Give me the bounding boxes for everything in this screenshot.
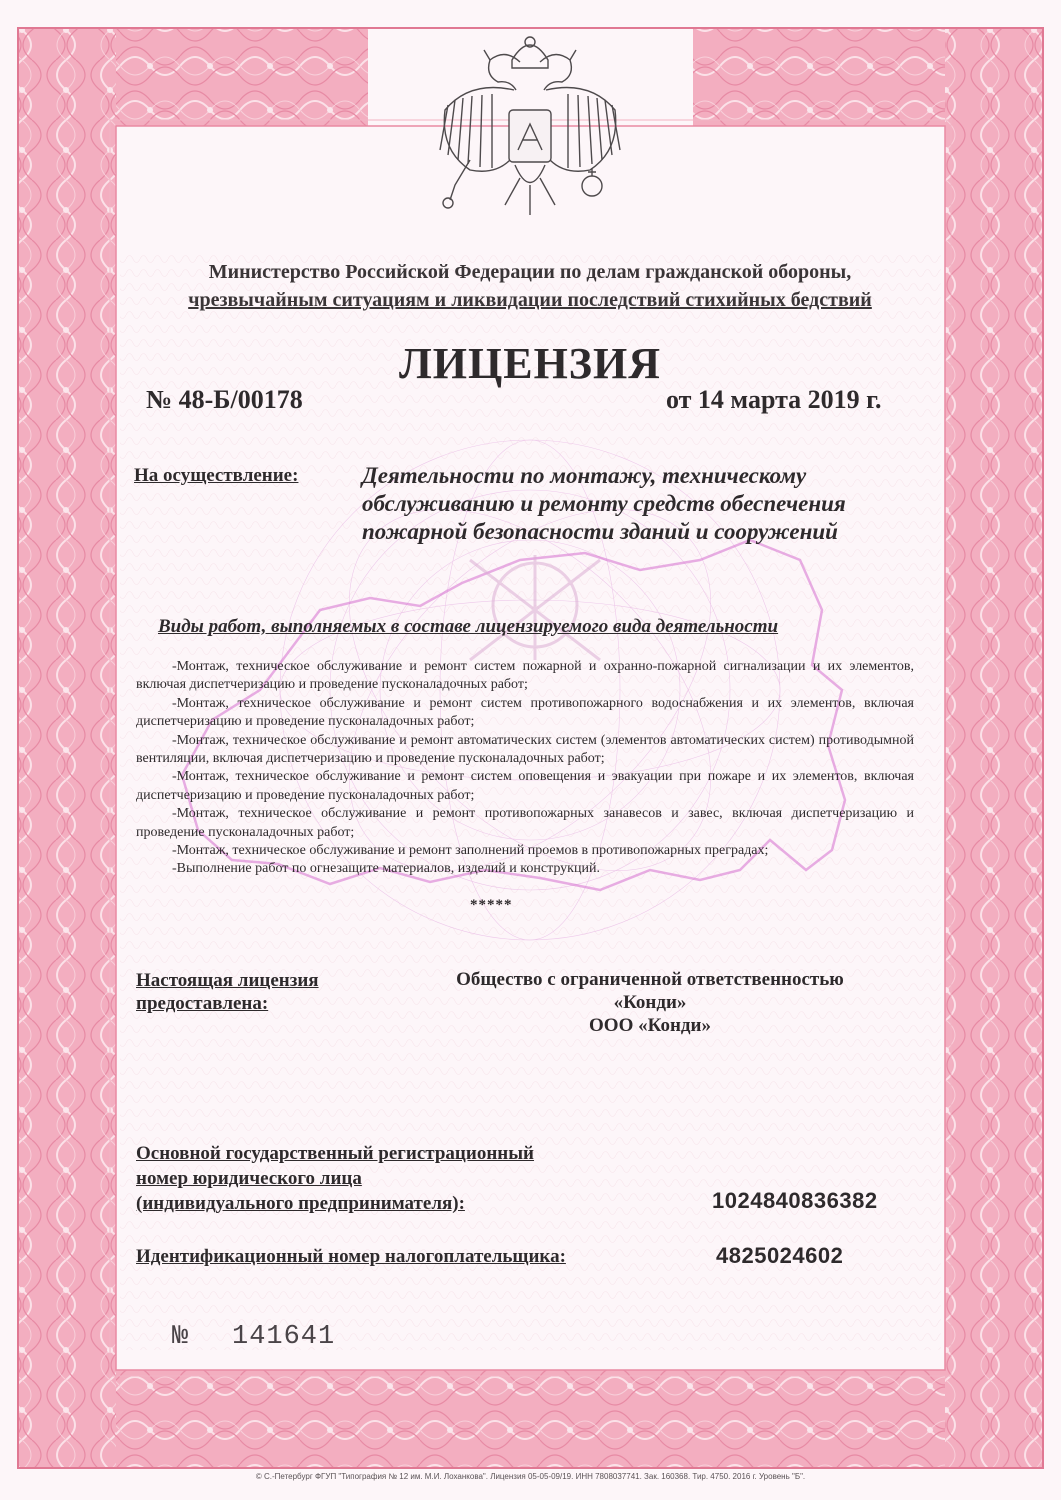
- works-list: [136, 658, 914, 879]
- purpose-line: обслуживанию и ремонту средств обеспечения: [362, 491, 846, 516]
- blank-number-sign: №: [172, 1322, 189, 1352]
- work-item: -Выполнение работ по огнезащите материалов, изделий и конструкций.: [172, 861, 600, 877]
- ministry-line-2: чрезвычайным ситуациям и ликвидации последствий стихийных бедствий: [188, 289, 872, 311]
- ministry-name: [140, 258, 920, 314]
- license-number: № 48-Б/00178: [146, 385, 303, 414]
- issue-date: от 14 марта 2019 г.: [666, 385, 882, 414]
- purpose-line: Деятельности по монтажу, техническому: [362, 463, 807, 488]
- work-item: -Монтаж, техническое обслуживание и ремонт автоматических систем (элементов автоматических систем) противодымной вентиляции, включая диспетчеризацию и проведение пусконаладочных работ;: [136, 732, 914, 767]
- ogrn-label: [136, 1141, 534, 1216]
- work-item: -Монтаж, техническое обслуживание и ремонт систем оповещения и эвакуации при пожаре и их элементов, включая диспетчеризацию и проведение пусконаладочных работ;: [136, 769, 914, 803]
- org-short-name: ООО «Конди»: [589, 1015, 711, 1036]
- purpose-label: На осуществление:: [134, 465, 299, 486]
- ministry-line-1: Министерство Российской Федерации по делам гражданской обороны,: [208, 261, 852, 283]
- ogrn-value: 1024840836382: [712, 1188, 878, 1213]
- licensee-organization: [400, 968, 900, 1037]
- work-item: -Монтаж, техническое обслуживание и ремонт систем противопожарного водоснабжения и их элементов, включая диспетчеризацию и проведение пусконаладочных работ;: [136, 695, 914, 730]
- granted-label: [136, 969, 319, 1015]
- granted-label-line-1: Настоящая лицензия: [136, 970, 319, 991]
- printer-imprint: © С.-Петербург ФГУП "Типография № 12 им. М.И. Лоханкова". Лицензия 05-05-09/19. ИНН 7808037741. Зак. 160368. Тир. 4750. 2016 г. Уровень "Б".: [255, 1472, 806, 1481]
- ogrn-label-line-1: Основной государственный регистрационный: [136, 1143, 535, 1164]
- work-item: -Монтаж, техническое обслуживание и ремонт систем пожарной и охранно-пожарной сигнализации и их элементов, включая диспетчеризацию и проведение пусконаладочных работ;: [136, 659, 914, 693]
- separator-stars: *****: [470, 897, 513, 913]
- ogrn-label-line-3: (индивидуального предпринимателя):: [136, 1193, 465, 1214]
- inn-value: 4825024602: [716, 1243, 844, 1268]
- purpose-text: [362, 462, 922, 546]
- inn-label: Идентификационный номер налогоплательщика:: [136, 1246, 566, 1267]
- granted-label-line-2: предоставлена:: [136, 993, 269, 1014]
- org-full-name: Общество с ограниченной ответственностью: [456, 969, 844, 990]
- org-brand-name: «Конди»: [613, 992, 687, 1013]
- blank-serial-number: 141641: [232, 1322, 336, 1352]
- ogrn-label-line-2: номер юридического лица: [136, 1168, 362, 1189]
- purpose-line: пожарной безопасности зданий и сооружений: [362, 519, 838, 544]
- document-title: ЛИЦЕНЗИЯ: [398, 339, 662, 388]
- works-heading: Виды работ, выполняемых в составе лицензируемого вида деятельности: [158, 616, 779, 637]
- work-item: -Монтаж, техническое обслуживание и ремонт противопожарных занавесов и завес, включая диспетчеризацию и проведение пусконаладочных работ;: [136, 806, 914, 840]
- work-item: -Монтаж, техническое обслуживание и ремонт заполнений проемов в противопожарных преградах;: [172, 843, 769, 859]
